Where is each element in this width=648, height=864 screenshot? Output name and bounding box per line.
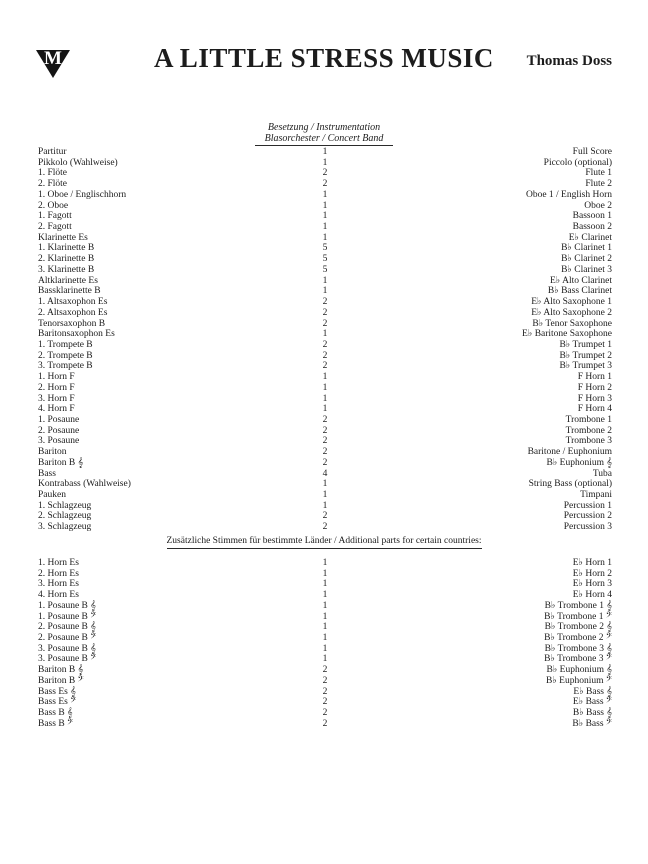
part-quantity: 1: [322, 200, 328, 211]
instrumentation-row: [38, 201, 612, 212]
additional-part-row: [38, 612, 612, 623]
instrumentation-row: [38, 190, 612, 201]
part-quantity: 1: [322, 222, 328, 233]
part-quantity: 1: [322, 622, 328, 633]
part-quantity: 2: [322, 675, 328, 686]
instrument-name-german: 1. Klarinette B: [38, 243, 95, 254]
instrument-name-english: B♭ Trombone 3 𝄢: [544, 654, 612, 665]
part-quantity: 2: [322, 318, 328, 329]
instrument-name-german: 3. Schlagzeug: [38, 522, 92, 533]
instrument-name-english: F Horn 2: [577, 382, 612, 393]
additional-part-row: [38, 644, 612, 655]
instrument-name-english: B♭ Bass Clarinet: [547, 286, 612, 297]
instrument-name-german: 2. Horn F: [38, 382, 75, 393]
instrumentation-row: [38, 254, 612, 265]
part-quantity: 1: [322, 568, 328, 579]
additional-parts-header-text: Zusätzliche Stimmen für bestimmte Länder / Additional parts for certain countries:: [167, 536, 482, 549]
part-quantity: 2: [322, 665, 328, 676]
instrumentation-row: [38, 222, 612, 233]
instrument-name-english: E♭ Alto Clarinet: [549, 275, 612, 286]
instrument-name-german: 3. Posaune B 𝄞: [38, 643, 96, 654]
instrument-name-german: Kontrabass (Wahlweise): [38, 479, 131, 490]
part-quantity: 1: [322, 600, 328, 611]
part-quantity: 1: [322, 654, 328, 665]
instrumentation-row: [38, 147, 612, 158]
part-quantity: 1: [322, 590, 328, 601]
instrumentation-header-line1: Besetzung / Instrumentation: [267, 122, 381, 133]
part-quantity: 2: [322, 511, 328, 522]
instrument-name-german: 1. Altsaxophon Es: [38, 297, 108, 308]
part-quantity: 1: [322, 157, 328, 168]
additional-parts-header: [0, 536, 648, 549]
instrumentation-row: [38, 511, 612, 522]
instrument-name-german: 1. Horn F: [38, 372, 75, 383]
instrumentation-row: [38, 522, 612, 533]
instrumentation-row: [38, 297, 612, 308]
part-quantity: 1: [322, 500, 328, 511]
instrument-name-german: 1. Posaune B 𝄞: [38, 600, 96, 611]
instrument-name-german: 3. Posaune: [38, 436, 80, 447]
instrument-name-german: 1. Posaune B 𝄢: [38, 611, 97, 622]
part-quantity: 2: [322, 718, 328, 729]
instrument-name-english: B♭ Clarinet 3: [561, 264, 612, 275]
instrument-name-german: Bass Es 𝄢: [38, 697, 77, 708]
instrument-name-english: Timpani: [580, 490, 612, 500]
instrument-name-english: B♭ Tenor Saxophone: [532, 318, 612, 329]
part-quantity: 1: [322, 189, 328, 200]
instrument-name-german: 1. Trompete B: [38, 339, 93, 350]
instrument-name-english: Trombone 3: [565, 436, 612, 447]
instrument-name-english: B♭ Trombone 2 𝄞: [544, 622, 612, 633]
part-quantity: 2: [322, 297, 328, 308]
additional-part-row: [38, 633, 612, 644]
additional-parts-table: [38, 558, 612, 730]
instrumentation-row: [38, 179, 612, 190]
instrument-name-english: B♭ Clarinet 1: [561, 243, 612, 254]
instrument-name-english: Flute 2: [585, 179, 612, 190]
additional-part-row: [38, 708, 612, 719]
part-quantity: 1: [322, 558, 328, 568]
part-quantity: 2: [322, 361, 328, 372]
instrument-name-english: E♭ Horn 4: [572, 590, 612, 601]
instrument-name-german: Klarinette Es: [38, 232, 88, 243]
instrumentation-row: [38, 458, 612, 469]
part-quantity: 2: [322, 425, 328, 436]
instrument-name-german: Bariton B 𝄢: [38, 675, 84, 686]
instrument-name-german: 2. Trompete B: [38, 350, 93, 361]
instrumentation-row: [38, 479, 612, 490]
part-quantity: 1: [322, 611, 328, 622]
instrument-name-german: 2. Oboe: [38, 200, 69, 211]
instrument-name-german: 2. Posaune B 𝄢: [38, 633, 97, 644]
part-quantity: 2: [322, 436, 328, 447]
part-quantity: 2: [322, 339, 328, 350]
instrumentation-row: [38, 394, 612, 405]
instrument-name-german: Bariton B 𝄞: [38, 665, 84, 676]
instrument-name-german: 3. Klarinette B: [38, 264, 95, 275]
instrument-name-english: Piccolo (optional): [543, 157, 612, 168]
instrument-name-german: 2. Fagott: [38, 222, 72, 233]
part-quantity: 2: [322, 686, 328, 697]
part-quantity: 2: [322, 447, 328, 458]
part-quantity: 1: [322, 382, 328, 393]
instrumentation-table: [38, 147, 612, 533]
instrumentation-row: [38, 383, 612, 394]
additional-part-row: [38, 676, 612, 687]
instrument-name-german: 2. Klarinette B: [38, 254, 95, 265]
instrumentation-row: [38, 243, 612, 254]
instrument-name-german: Bass B 𝄞: [38, 708, 73, 719]
instrument-name-german: 1. Flöte: [38, 168, 68, 179]
part-quantity: 5: [322, 254, 328, 265]
additional-part-row: [38, 569, 612, 580]
additional-part-row: [38, 558, 612, 569]
instrument-name-german: Pikkolo (Wahlweise): [38, 157, 118, 168]
instrument-name-german: Baritonsaxophon Es: [38, 329, 115, 340]
part-quantity: 1: [322, 372, 328, 383]
instrumentation-header-line2: Blasorchester / Concert Band: [255, 133, 394, 146]
instrument-name-german: 3. Horn F: [38, 393, 75, 404]
instrument-name-german: 2. Flöte: [38, 179, 68, 190]
instrumentation-row: [38, 447, 612, 458]
instrument-name-english: E♭ Horn 1: [572, 558, 612, 568]
additional-part-row: [38, 622, 612, 633]
instrument-name-english: B♭ Trombone 3 𝄞: [544, 643, 612, 654]
instrument-name-german: 2. Posaune B 𝄞: [38, 622, 96, 633]
instrument-name-english: Oboe 1 / English Horn: [525, 189, 612, 200]
instrument-name-german: 3. Posaune B 𝄢: [38, 654, 97, 665]
additional-part-row: [38, 719, 612, 730]
instrument-name-english: Percussion 3: [563, 522, 612, 533]
instrument-name-german: Bariton B 𝄞: [38, 457, 84, 468]
instrument-name-german: 1. Fagott: [38, 211, 72, 222]
instrument-name-english: B♭ Euphonium 𝄞: [546, 457, 612, 468]
part-quantity: 2: [322, 457, 328, 468]
instrumentation-row: [38, 340, 612, 351]
instrumentation-row: [38, 265, 612, 276]
part-quantity: 1: [322, 479, 328, 490]
instrument-name-german: Bassklarinette B: [38, 286, 101, 297]
part-quantity: 2: [322, 522, 328, 533]
instrument-name-english: E♭ Alto Saxophone 2: [531, 307, 612, 318]
instrument-name-english: Percussion 1: [563, 500, 612, 511]
instrumentation-row: [38, 211, 612, 222]
part-quantity: 1: [322, 329, 328, 340]
part-quantity: 1: [322, 633, 328, 644]
part-quantity: 1: [322, 147, 328, 157]
instrument-name-english: Baritone / Euphonium: [527, 447, 612, 458]
instrumentation-row: [38, 436, 612, 447]
instrument-name-english: B♭ Euphonium 𝄢: [545, 675, 612, 686]
instrument-name-german: 2. Posaune: [38, 425, 80, 436]
instrumentation-row: [38, 490, 612, 501]
instrumentation-row: [38, 361, 612, 372]
instrument-name-english: E♭ Clarinet: [568, 232, 612, 243]
instrument-name-german: Pauken: [38, 490, 66, 500]
instrument-name-english: B♭ Trumpet 1: [559, 339, 612, 350]
instrumentation-row: [38, 276, 612, 287]
additional-part-row: [38, 590, 612, 601]
part-quantity: 2: [322, 307, 328, 318]
composer-name: Thomas Doss: [526, 53, 612, 69]
instrument-name-german: 1. Posaune: [38, 414, 80, 425]
instrumentation-row: [38, 308, 612, 319]
instrument-name-german: 2. Schlagzeug: [38, 511, 92, 522]
instrumentation-row: [38, 233, 612, 244]
instrument-name-german: Bass Es 𝄞: [38, 686, 76, 697]
instrument-name-german: 4. Horn Es: [38, 590, 79, 601]
part-quantity: 2: [322, 179, 328, 190]
part-quantity: 2: [322, 168, 328, 179]
instrument-name-english: String Bass (optional): [528, 479, 612, 490]
part-quantity: 1: [322, 404, 328, 415]
instrument-name-german: 4. Horn F: [38, 404, 75, 415]
instrument-name-english: Trombone 2: [565, 425, 612, 436]
instrument-name-german: 1. Schlagzeug: [38, 500, 92, 511]
instrument-name-german: Bass: [38, 468, 56, 479]
instrument-name-english: B♭ Bass 𝄢: [572, 718, 612, 729]
instrumentation-row: [38, 351, 612, 362]
part-quantity: 1: [322, 232, 328, 243]
additional-part-row: [38, 697, 612, 708]
instrument-name-english: B♭ Trombone 1 𝄢: [544, 611, 612, 622]
instrumentation-row: [38, 372, 612, 383]
instrument-name-english: F Horn 1: [577, 372, 612, 383]
part-quantity: 2: [322, 697, 328, 708]
instrument-name-german: 2. Altsaxophon Es: [38, 307, 108, 318]
instrument-name-english: B♭ Clarinet 2: [561, 254, 612, 265]
part-quantity: 2: [322, 350, 328, 361]
instrument-name-english: B♭ Trombone 2 𝄢: [544, 633, 612, 644]
part-quantity: 1: [322, 643, 328, 654]
instrument-name-german: Altklarinette Es: [38, 275, 98, 286]
instrument-name-german: 2. Horn Es: [38, 568, 79, 579]
instrument-name-german: Tenorsaxophon B: [38, 318, 106, 329]
instrument-name-english: F Horn 3: [577, 393, 612, 404]
part-quantity: 1: [322, 490, 328, 500]
instrumentation-row: [38, 158, 612, 169]
instrument-name-english: E♭ Baritone Saxophone: [522, 329, 612, 340]
instrument-name-german: Partitur: [38, 147, 67, 157]
instrumentation-row: [38, 319, 612, 330]
instrument-name-english: Bassoon 1: [572, 211, 612, 222]
additional-part-row: [38, 579, 612, 590]
part-quantity: 2: [322, 708, 328, 719]
instrument-name-english: B♭ Euphonium 𝄞: [546, 665, 612, 676]
part-quantity: 1: [322, 211, 328, 222]
instrument-name-english: B♭ Bass 𝄞: [572, 708, 612, 719]
part-quantity: 4: [322, 468, 328, 479]
instrumentation-row: [38, 415, 612, 426]
instrument-name-german: Bariton: [38, 447, 67, 458]
part-quantity: 2: [322, 414, 328, 425]
part-quantity: 1: [322, 579, 328, 590]
instrument-name-english: Full Score: [572, 147, 612, 157]
instrument-name-english: F Horn 4: [577, 404, 612, 415]
instrument-name-english: Tuba: [592, 468, 612, 479]
instrumentation-row: [38, 168, 612, 179]
instrumentation-row: [38, 501, 612, 512]
additional-part-row: [38, 665, 612, 676]
instrument-name-english: Percussion 2: [563, 511, 612, 522]
instrumentation-row: [38, 286, 612, 297]
instrument-name-german: Bass B 𝄢: [38, 718, 74, 729]
instrumentation-header: [0, 122, 648, 146]
instrumentation-row: [38, 469, 612, 480]
instrumentation-row: [38, 426, 612, 437]
instrument-name-english: Trombone 1: [565, 414, 612, 425]
instrument-name-english: E♭ Alto Saxophone 1: [531, 297, 612, 308]
instrument-name-german: 3. Trompete B: [38, 361, 93, 372]
part-quantity: 1: [322, 286, 328, 297]
instrument-name-english: Bassoon 2: [572, 222, 612, 233]
part-quantity: 5: [322, 243, 328, 254]
part-quantity: 5: [322, 264, 328, 275]
instrument-name-english: E♭ Horn 2: [572, 568, 612, 579]
instrumentation-row: [38, 329, 612, 340]
instrument-name-english: Oboe 2: [584, 200, 612, 211]
additional-part-row: [38, 654, 612, 665]
instrument-name-german: 1. Horn Es: [38, 558, 79, 568]
additional-part-row: [38, 687, 612, 698]
part-quantity: 1: [322, 275, 328, 286]
instrument-name-english: B♭ Trumpet 2: [559, 350, 612, 361]
instrument-name-german: 1. Oboe / Englischhorn: [38, 189, 127, 200]
logo-letter: M: [44, 48, 62, 69]
instrument-name-english: B♭ Trombone 1 𝄞: [544, 600, 612, 611]
additional-part-row: [38, 601, 612, 612]
instrument-name-english: B♭ Trumpet 3: [559, 361, 612, 372]
part-quantity: 1: [322, 393, 328, 404]
instrument-name-english: E♭ Bass 𝄢: [572, 697, 612, 708]
instrument-name-german: 3. Horn Es: [38, 579, 79, 590]
instrument-name-english: Flute 1: [585, 168, 612, 179]
instrument-name-english: E♭ Bass 𝄞: [573, 686, 612, 697]
page-title: A LITTLE STRESS MUSIC: [154, 43, 494, 73]
instrument-name-english: E♭ Horn 3: [572, 579, 612, 590]
instrumentation-row: [38, 404, 612, 415]
